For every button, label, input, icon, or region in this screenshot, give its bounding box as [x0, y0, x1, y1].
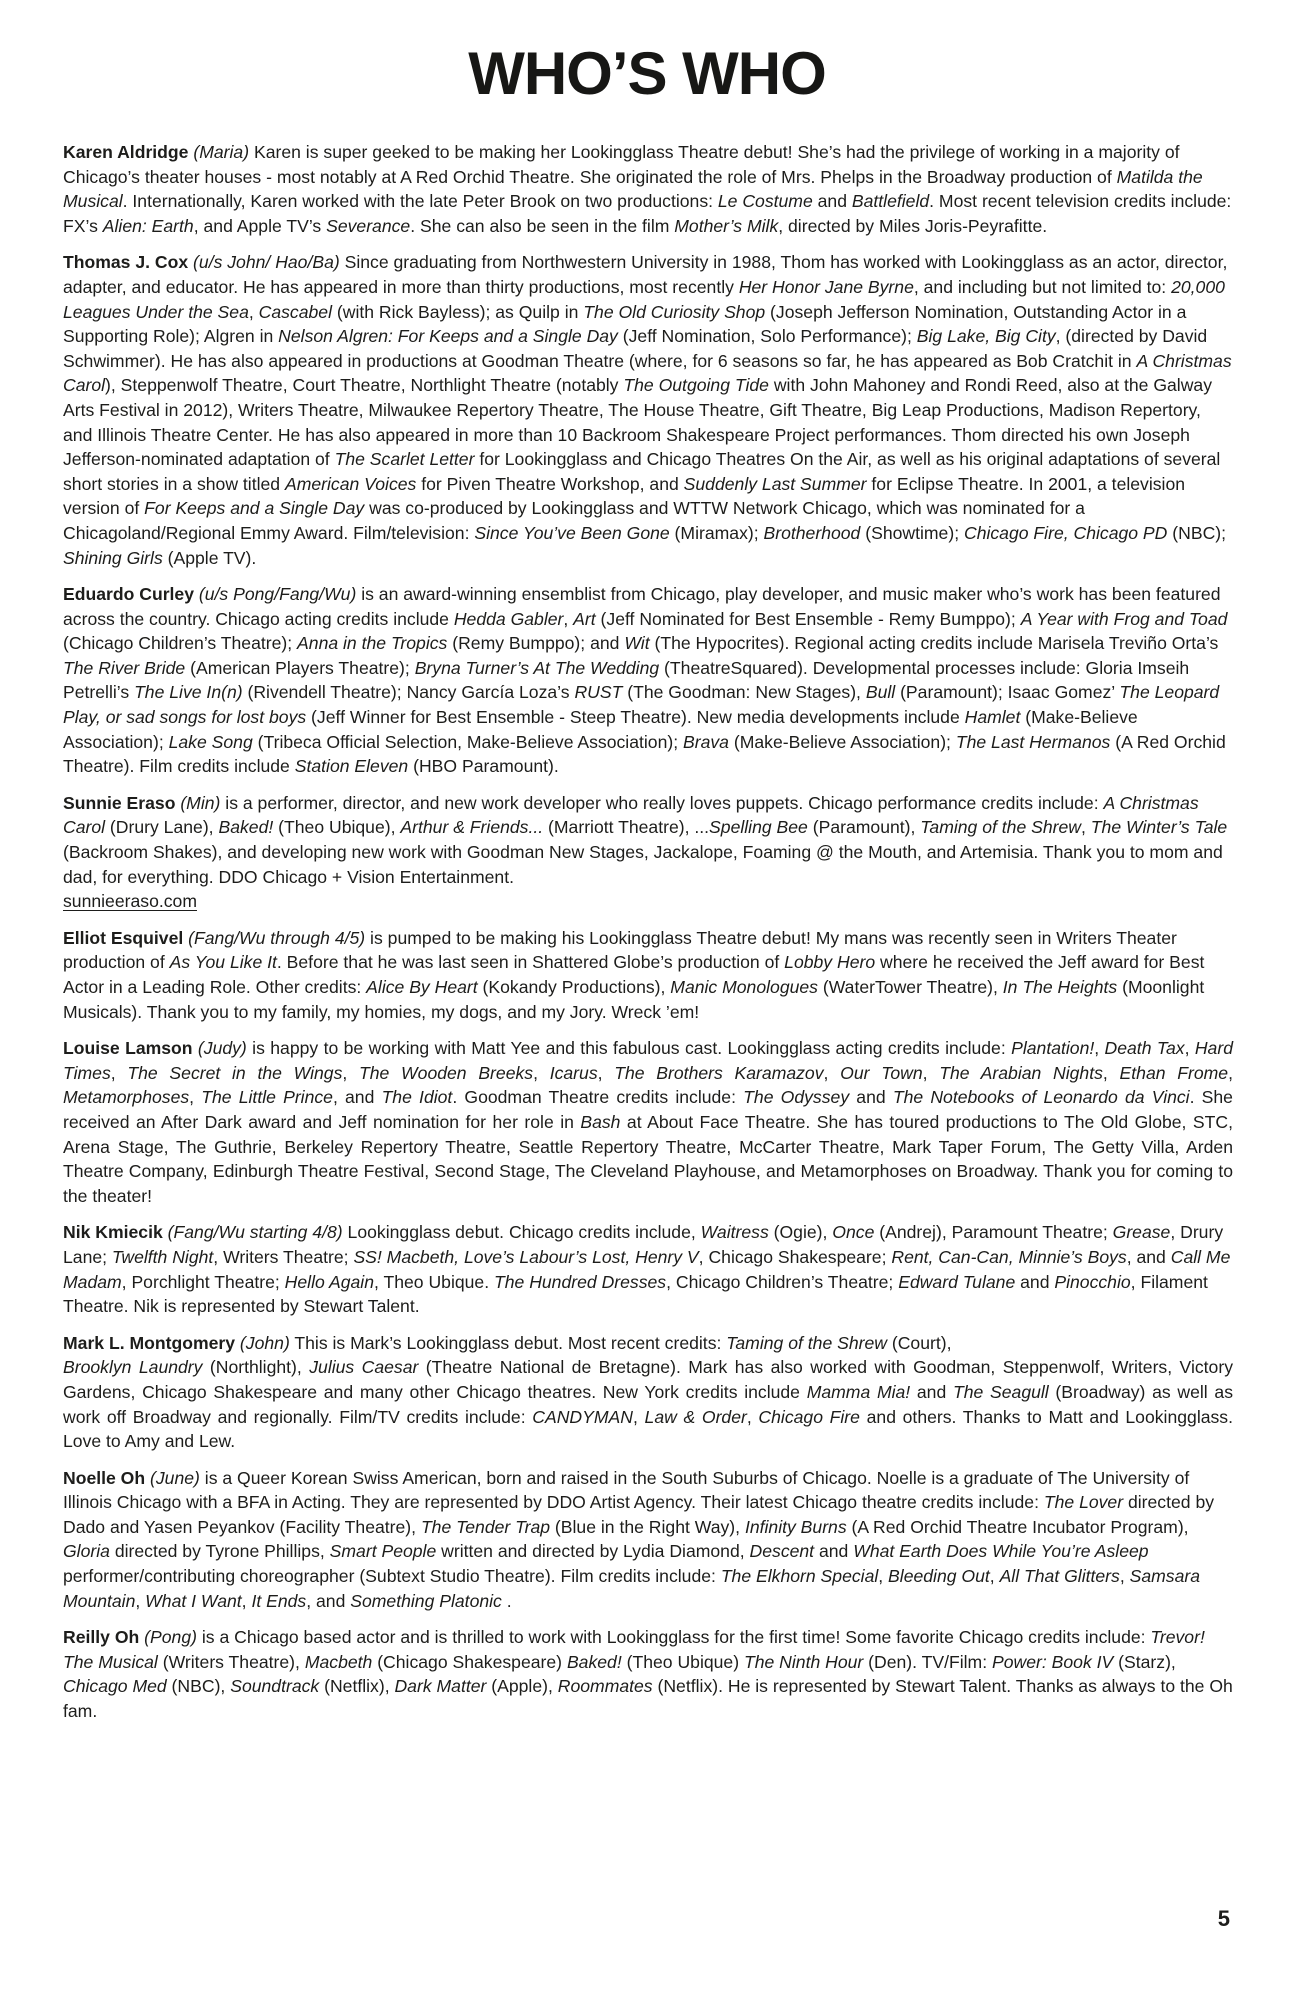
- work-title: The Hundred Dresses: [493, 1271, 667, 1292]
- work-title: Anna in the Tropics: [297, 633, 448, 654]
- bio-text: (Drury Lane),: [105, 817, 219, 838]
- bio-text: at About Face Theatre. She has toured productions to The Old Globe, STC, Arena Stage, The Guthrie, Berkeley Repertory Theatre, Seattle Repertory Theatre, McCarter Theatre, Mark Taper Forum, The Getty Villa, Arden Theatre Company, Edinburgh Theatre Festival, Second Stage, The Cleveland Playhouse, and Metamorphoses on Broadway. Thank you for coming to the theater!: [63, 1111, 1233, 1206]
- bio-text: written and directed by Lydia Diamond,: [436, 1541, 750, 1562]
- bio-text: is pumped to be making his Lookingglass Theatre debut! My mans was recently seen in Writers Theater production of: [63, 927, 1177, 973]
- bio-text: (Kokandy Productions),: [477, 977, 671, 997]
- bio-text: (Paramount),: [807, 817, 921, 838]
- work-title: Law & Order: [644, 1406, 747, 1427]
- bio-text: is a Queer Korean Swiss American, born and raised in the South Suburbs of Chicago. Noelle is a graduate of The University of Illinois Chicago with a BFA in Acting. They are represented by DDO Artist Agency. Their latest Chicago theatre credits include:: [63, 1467, 1190, 1513]
- work-title: Macbeth: [304, 1651, 373, 1672]
- work-title: Death Tax: [1104, 1038, 1185, 1059]
- bio-text: Lookingglass debut. Chicago credits include,: [342, 1222, 701, 1243]
- bio-text: (Marriott Theatre), ...: [543, 817, 710, 838]
- bio-text: (Theo Ubique): [621, 1651, 744, 1672]
- bio-text: (HBO Paramount).: [408, 756, 559, 777]
- bio-text: (Make-Believe Association);: [728, 731, 956, 752]
- bio-text: is an award-winning ensemblist from Chicago, play developer, and music maker who’s work has been featured across the country. Chicago acting credits include: [63, 584, 1221, 629]
- bio-text: is a performer, director, and new work developer who really loves puppets. Chicago performance credits include:: [220, 792, 1104, 813]
- work-title: Taming of the Shrew: [726, 1332, 887, 1353]
- bio-text: . She received an After Dark award and Jeff nomination for her role in: [63, 1087, 1233, 1132]
- bio-text: (Remy Bumppo); and: [447, 633, 625, 654]
- bio-text: ,: [110, 1062, 128, 1083]
- work-title: Hello Again: [284, 1271, 374, 1292]
- work-title: The River Bride: [63, 657, 186, 678]
- bio-text: ,: [342, 1062, 359, 1083]
- work-title: Taming of the Shrew: [920, 817, 1082, 838]
- bio-text: (Netflix),: [319, 1676, 395, 1697]
- work-title: Art: [573, 608, 596, 629]
- work-title: A Christmas Carol: [63, 792, 1199, 838]
- bio-text: (Miramax);: [669, 522, 764, 543]
- bio-text: (Jeff Winner for Best Ensemble - Steep Theatre). New media developments include: [306, 707, 965, 728]
- bio-text: ,: [878, 1566, 889, 1587]
- work-title: Chicago Fire, Chicago PD: [963, 522, 1168, 543]
- work-title: Manic Monologues: [670, 977, 818, 997]
- bio-name: Mark L. Montgomery: [63, 1332, 236, 1353]
- work-title: The Brothers Karamazov: [614, 1062, 824, 1083]
- work-title: Her Honor Jane Byrne: [738, 276, 914, 297]
- bio-role: (John): [235, 1332, 290, 1353]
- bio-text: (A Red Orchid Theatre). Film credits include: [63, 731, 1226, 777]
- bio-text: (NBC);: [1167, 522, 1227, 543]
- bio-text: ,: [746, 1406, 759, 1427]
- work-title: Metamorphoses: [63, 1087, 190, 1108]
- work-title: Twelfth Night: [111, 1246, 214, 1267]
- work-title: Battlefield: [851, 191, 930, 212]
- work-title: Roommates: [557, 1676, 653, 1697]
- bio-text: , Theo Ubique.: [374, 1271, 494, 1292]
- work-title: Descent: [749, 1541, 815, 1562]
- work-title: American Voices: [284, 473, 417, 494]
- bio-text: with John Mahoney and Rondi Reed, also at the Galway Arts Festival in 2012), Writers Theatre, Milwaukee Repertory Theatre, The House Theatre, Gift Theatre, Big Leap Productions, Madison Repertory, and Illinois Theatre Center. He has also appeared in more than 10 Backroom Shakespeare Project performances. Thom directed his own Joseph Jefferson-nominated adaptation of: [63, 375, 1212, 470]
- bio-text: (Andrej), Paramount Theatre;: [874, 1222, 1113, 1243]
- work-title: A Year with Frog and Toad: [1020, 608, 1228, 629]
- bio-text: is a Chicago based actor and is thrilled to work with Lookingglass for the first time! Some favorite Chicago credits include:: [196, 1627, 1151, 1648]
- work-title: Since You’ve Been Gone: [474, 522, 670, 543]
- work-title: Bleeding Out: [888, 1566, 990, 1587]
- bio-paragraph: [63, 1331, 1233, 1454]
- bio-text: ,: [1184, 1038, 1195, 1059]
- bio-text: ,: [563, 608, 574, 629]
- bio-text: (Northlight),: [202, 1357, 310, 1378]
- bio-text: This is Mark’s Lookingglass debut. Most recent credits:: [289, 1332, 727, 1353]
- bio-text: (Paramount); Isaac Gomez’: [895, 682, 1120, 703]
- work-title: Soundtrack: [230, 1676, 320, 1697]
- bio-text: ,: [989, 1566, 1000, 1587]
- work-title: Brooklyn Laundry: [63, 1357, 203, 1378]
- page-number: 5: [1217, 1906, 1230, 1931]
- bio-text: is happy to be working with Matt Yee and this fabulous cast. Lookingglass acting credits include:: [246, 1038, 1012, 1059]
- bio-text: (Apple TV).: [162, 547, 257, 568]
- bio-text: , and: [332, 1087, 382, 1108]
- work-title: Smart People: [329, 1541, 437, 1562]
- work-title: Wit: [624, 633, 650, 654]
- work-title: The Odyssey: [743, 1087, 850, 1108]
- bio-name: Sunnie Eraso: [63, 792, 176, 813]
- work-title: Big Lake, Big City: [916, 326, 1056, 347]
- work-title: Plantation!: [1011, 1038, 1095, 1059]
- bio-text: . Most recent television credits include: FX’s: [63, 191, 1232, 236]
- bio-text: directed by Dado and Yasen Peyankov (Facility Theatre),: [63, 1492, 1215, 1537]
- work-title: What I Want: [145, 1590, 242, 1611]
- bio-text: Since graduating from Northwestern University in 1988, Thom has worked with Lookingglass as an actor, director, adapter, and educator. He has appeared in more than thirty productions, most recently: [63, 252, 1228, 297]
- work-title: Lake Song: [168, 731, 253, 752]
- bio-name: Elliot Esquivel: [63, 927, 184, 948]
- bio-text: , and Apple TV’s: [193, 215, 327, 236]
- bio-text: directed by Tyrone Phillips,: [109, 1541, 330, 1562]
- bio-text: ,: [1094, 1038, 1105, 1059]
- bio-text: ,: [189, 1087, 202, 1108]
- bio-text: (Rivendell Theatre); Nancy García Loza’s: [242, 682, 575, 703]
- work-title: The Outgoing Tide: [623, 375, 769, 396]
- bio-paragraph: [63, 791, 1233, 914]
- work-title: Le Costume: [717, 191, 813, 212]
- bio-role: (u/s Pong/Fang/Wu): [194, 584, 357, 605]
- bio-text: (WaterTower Theatre),: [817, 977, 1003, 997]
- bio-role: (June): [145, 1467, 200, 1488]
- bio-text: (Writers Theatre),: [157, 1651, 305, 1672]
- work-title: Gloria: [63, 1541, 110, 1562]
- bio-text: , Writers Theatre;: [213, 1246, 354, 1267]
- bio-paragraph: [63, 140, 1233, 238]
- bio-text: where he received the Jeff award for Best Actor in a Leading Role. Other credits:: [63, 952, 1205, 997]
- bio-text: for Piven Theatre Workshop, and: [416, 473, 684, 494]
- work-title: All That Glitters: [999, 1566, 1120, 1587]
- bio-text: ), Steppenwolf Theatre, Court Theatre, Northlight Theatre (notably: [105, 375, 624, 396]
- work-title: Waitress: [700, 1222, 769, 1243]
- bio-text: ,: [597, 1062, 615, 1083]
- bio-name: Eduardo Curley: [63, 584, 194, 605]
- bio-text: (with Rick Bayless); as Quilp in: [332, 301, 584, 322]
- bio-text: performer/contributing choreographer (Subtext Studio Theatre). Film credits include:: [63, 1566, 721, 1587]
- bio-text: (TheatreSquared). Developmental processes include: Gloria Imseih Petrelli’s: [63, 657, 1190, 703]
- work-title: Pinocchio: [1054, 1271, 1131, 1292]
- bio-text: (Tribeca Official Selection, Make-Believe Association);: [252, 731, 683, 752]
- bio-role: (u/s John/ Hao/Ba): [188, 252, 340, 273]
- bio-text: (A Red Orchid Theatre Incubator Program),: [846, 1516, 1189, 1537]
- bio-text: for Lookingglass and Chicago Theatres On the Air, as well as his original adaptations of several short stories in a show titled: [63, 449, 1221, 494]
- bio-text: ,: [135, 1590, 146, 1611]
- bio-text: was co-produced by Lookingglass and WTTW Network Chicago, which was nominated for a Chicagoland/Regional Emmy Award. Film/television:: [63, 498, 1085, 543]
- bio-paragraph: [63, 250, 1233, 570]
- bio-text: and others. Thanks to Matt and Lookingglass. Love to Amy and Lew.: [63, 1406, 1233, 1452]
- bio-text: and: [812, 191, 852, 212]
- bio-text: , and including but not limited to:: [913, 276, 1172, 297]
- bio-paragraph: [63, 582, 1233, 779]
- work-title: Ethan Frome: [1119, 1062, 1229, 1083]
- work-title: Bull: [865, 682, 896, 703]
- bio-name: Nik Kmiecik: [63, 1222, 163, 1243]
- bio-text: . Goodman Theatre credits include:: [452, 1087, 744, 1108]
- bio-text: .: [501, 1590, 512, 1611]
- bio-text: (American Players Theatre);: [185, 657, 415, 678]
- work-title: The Seagull: [952, 1381, 1049, 1402]
- work-title: The Live In(n): [134, 682, 243, 703]
- work-title: Once: [832, 1222, 875, 1243]
- work-title: Edward Tulane: [898, 1271, 1016, 1292]
- bio-text: (Chicago Shakespeare): [372, 1651, 567, 1672]
- bio-text: (Jeff Nomination, Solo Performance);: [617, 326, 917, 347]
- bio-text: ,: [1081, 817, 1091, 838]
- bio-text: for Eclipse Theatre. In 2001, a television version of: [63, 473, 1186, 519]
- work-title: Our Town: [840, 1062, 923, 1083]
- work-title: Alice By Heart: [366, 977, 478, 997]
- bio-paragraph: [63, 926, 1233, 1024]
- work-title: Nelson Algren: For Keeps and a Single Day: [278, 326, 618, 347]
- page-title: WHO’S WHO: [468, 40, 826, 107]
- work-title: Infinity Burns: [744, 1516, 847, 1537]
- work-title: Shining Girls: [63, 547, 163, 568]
- work-title: The Wooden Breeks: [359, 1062, 534, 1083]
- bio-name: Thomas J. Cox: [63, 252, 189, 273]
- bio-name: Karen Aldridge: [63, 142, 189, 162]
- work-title: The Tender Trap: [420, 1516, 551, 1537]
- work-title: Bryna Turner’s At The Wedding: [414, 657, 660, 678]
- bio-text: (Starz),: [1113, 1651, 1176, 1672]
- bio-name: Louise Lamson: [63, 1038, 193, 1059]
- bio-paragraph: [63, 1625, 1233, 1723]
- work-title: The Lover: [1043, 1492, 1124, 1513]
- work-title: The Little Prince: [201, 1087, 333, 1108]
- work-title: The Old Curiosity Shop: [583, 301, 766, 322]
- bio-text: , Porchlight Theatre;: [121, 1271, 285, 1292]
- work-title: Hedda Gabler: [453, 608, 564, 629]
- bio-text: ,: [1119, 1566, 1130, 1587]
- work-title: Hard Times: [63, 1038, 1233, 1083]
- bio-paragraph: [63, 1466, 1233, 1614]
- work-title: As You Like It: [169, 952, 277, 973]
- bio-text: (Backroom Shakes), and developing new work with Goodman New Stages, Jackalope, Foaming @ the Mouth, and Artemisia. Thank you to mom and dad, for everything. DDO Chicago + Vision Entertainment.: [63, 842, 1223, 887]
- bio-text: and: [849, 1087, 893, 1108]
- work-title: Alien: Earth: [102, 215, 194, 236]
- bio-text: (Theatre National de Bretagne). Mark has also worked with Goodman, Steppenwolf, Writers, Victory Gardens, Chicago Shakespeare and many other Chicago theatres. New York credits include: [63, 1357, 1233, 1402]
- work-title: The Ninth Hour: [743, 1651, 864, 1672]
- work-title: Baked!: [566, 1651, 622, 1672]
- work-title: Mother’s Milk: [674, 215, 779, 236]
- work-title: Cascabel: [258, 301, 332, 322]
- work-title: Brava: [683, 731, 729, 752]
- work-title: Arthur & Friends...: [400, 817, 544, 838]
- work-title: The Notebooks of Leonardo da Vinci: [892, 1087, 1190, 1108]
- bio-text: (Make-Believe Association);: [63, 707, 1138, 752]
- work-title: CANDYMAN: [532, 1406, 633, 1427]
- bio-role: (Pong): [139, 1627, 197, 1648]
- work-title: The Winter’s Tale: [1090, 817, 1228, 838]
- bio-text: , Drury Lane;: [63, 1222, 1224, 1267]
- work-title: Trevor! The Musical: [63, 1627, 1205, 1672]
- bio-text: (Moonlight Musicals). Thank you to my family, my homies, my dogs, and my Jory. Wreck ’em!: [63, 977, 1205, 1022]
- bio-text: (Netflix). He is represented by Stewart Talent. Thanks as always to the Oh fam.: [63, 1676, 1233, 1722]
- bio-text: (Theo Ubique),: [273, 817, 401, 838]
- work-title: Grease: [1112, 1222, 1171, 1243]
- bio-text: and: [1015, 1271, 1055, 1292]
- bio-text: ,: [632, 1406, 645, 1427]
- work-title: The Secret in the Wings: [127, 1062, 343, 1083]
- bio-role: (Min): [175, 792, 221, 813]
- bio-role: (Maria): [188, 142, 250, 162]
- bio-website-link[interactable]: sunnieeraso.com: [63, 891, 197, 912]
- bio-paragraph: [63, 1036, 1233, 1208]
- bio-paragraph: [63, 1220, 1233, 1318]
- work-title: The Last Hermanos: [955, 731, 1111, 752]
- bio-text: (Den). TV/Film:: [863, 1651, 992, 1672]
- work-title: In The Heights: [1002, 977, 1118, 997]
- work-title: The Idiot: [381, 1087, 453, 1108]
- work-title: Power: Book IV: [992, 1651, 1114, 1672]
- work-title: The Leopard Play, or sad songs for lost boys: [63, 682, 1220, 728]
- bio-text: (Blue in the Right Way),: [550, 1516, 745, 1537]
- work-title: What Earth Does While You’re Asleep: [853, 1541, 1149, 1562]
- bio-text: ,: [823, 1062, 841, 1083]
- work-title: Station Eleven: [294, 756, 409, 777]
- bio-text: (The Goodman: New Stages),: [622, 682, 866, 703]
- work-title: Brotherhood: [763, 522, 861, 543]
- bio-text: (Chicago Children’s Theatre);: [63, 633, 298, 654]
- bio-role: (Judy): [192, 1038, 247, 1059]
- work-title: Chicago Med: [63, 1676, 167, 1697]
- bio-text: and: [814, 1541, 854, 1562]
- bio-name: Noelle Oh: [63, 1467, 146, 1488]
- bios-section: [63, 140, 1233, 1736]
- bio-text: (NBC),: [166, 1676, 231, 1697]
- bio-text: , and: [1126, 1246, 1171, 1267]
- work-title: The Arabian Nights: [939, 1062, 1103, 1083]
- work-title: Chicago Fire: [758, 1406, 860, 1427]
- work-title: Julius Caesar: [309, 1357, 419, 1378]
- bio-text: , (directed by David Schwimmer). He has also appeared in productions at Goodman Theatre (where, for 6 seasons so far, he has appeared as Bob Cratchit in: [63, 326, 1208, 371]
- work-title: Call Me Madam: [63, 1246, 1231, 1292]
- bio-text: . She can also be seen in the film: [410, 215, 675, 236]
- work-title: Lobby Hero: [784, 952, 876, 973]
- work-title: Hamlet: [964, 707, 1021, 728]
- bio-text: , directed by Miles Joris-Peyrafitte.: [778, 215, 1048, 236]
- bio-text: (Showtime);: [860, 522, 964, 543]
- bio-text: , and: [306, 1590, 351, 1611]
- bio-name: Reilly Oh: [63, 1627, 140, 1648]
- work-title: Mamma Mia!: [806, 1381, 911, 1402]
- work-title: The Scarlet Letter: [334, 449, 475, 470]
- bio-text: . Before that he was last seen in Shattered Globe’s production of: [276, 952, 785, 973]
- bio-text: , Filament Theatre. Nik is represented by Stewart Talent.: [63, 1271, 1208, 1317]
- bio-text: (Jeff Nominated for Best Ensemble - Remy Bumppo);: [595, 608, 1021, 629]
- work-title: Spelling Bee: [709, 817, 808, 838]
- work-title: Matilda the Musical: [63, 166, 1203, 212]
- bio-text: , Chicago Children’s Theatre;: [666, 1271, 899, 1292]
- work-title: SS! Macbeth, Love’s Labour’s Lost, Henry V: [353, 1246, 699, 1267]
- work-title: Severance: [326, 215, 411, 236]
- bio-role: (Fang/Wu starting 4/8): [162, 1222, 343, 1243]
- bio-text: (The Hypocrites). Regional acting credits include Marisela Treviño Orta’s: [649, 633, 1219, 654]
- bio-text: ,: [922, 1062, 940, 1083]
- bio-text: (Court),: [886, 1332, 952, 1353]
- work-title: RUST: [574, 682, 623, 703]
- bio-text: . Internationally, Karen worked with the late Peter Brook on two productions:: [122, 191, 718, 212]
- bio-role: (Fang/Wu through 4/5): [183, 927, 366, 948]
- bio-text: (Broadway) as well as work off Broadway and regionally. Film/TV credits include:: [63, 1381, 1234, 1427]
- work-title: Suddenly Last Summer: [683, 473, 867, 494]
- work-title: It Ends: [251, 1590, 307, 1611]
- bio-text: ,: [1102, 1062, 1120, 1083]
- work-title: Icarus: [549, 1062, 598, 1083]
- bio-text: (Apple),: [486, 1676, 558, 1697]
- work-title: Baked!: [218, 817, 274, 838]
- work-title: A Christmas Carol: [63, 350, 1232, 396]
- work-title: Dark Matter: [394, 1676, 487, 1697]
- work-title: Rent, Can-Can, Minnie’s Boys: [891, 1246, 1127, 1267]
- bio-text: ,: [241, 1590, 252, 1611]
- work-title: For Keeps and a Single Day: [144, 498, 365, 519]
- bio-text: ,: [1228, 1062, 1233, 1083]
- work-title: Samsara Mountain: [63, 1566, 1201, 1611]
- bio-text: (Joseph Jefferson Nomination, Outstanding Actor in a Supporting Role); Algren in: [63, 301, 1187, 347]
- bio-text: (Ogie),: [768, 1222, 833, 1243]
- bio-text: ,: [533, 1062, 550, 1083]
- work-title: Something Platonic: [350, 1590, 502, 1611]
- work-title: Bash: [580, 1111, 621, 1132]
- bio-text: and: [910, 1381, 953, 1402]
- bio-text: , Chicago Shakespeare;: [698, 1246, 892, 1267]
- work-title: The Elkhorn Special: [720, 1566, 879, 1587]
- work-title: 20,000 Leagues Under the Sea: [63, 276, 1225, 322]
- bio-text: ,: [248, 301, 259, 322]
- bio-text: Karen is super geeked to be making her Lookingglass Theatre debut! She’s had the privilege of working in a majority of Chicago’s theater houses - most notably at A Red Orchid Theatre. She originated the role of Mrs. Phelps in the Broadway production of: [63, 142, 1180, 187]
